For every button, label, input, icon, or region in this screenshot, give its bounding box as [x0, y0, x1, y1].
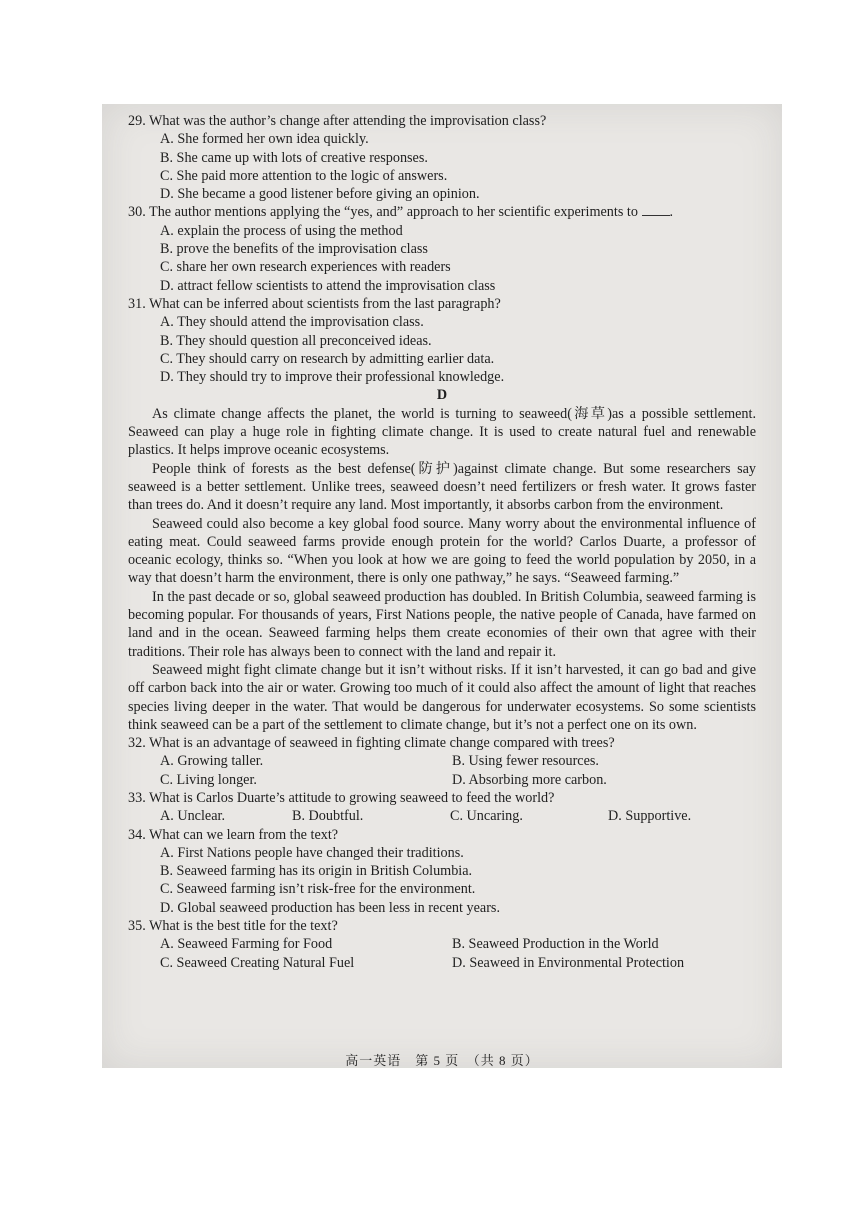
- question-stem: 32. What is an advantage of seaweed in fighting climate change compared with trees?: [128, 735, 615, 752]
- question-29: [128, 112, 756, 203]
- option-c: C. Living longer.: [160, 771, 257, 788]
- option-a: A. Seaweed Farming for Food: [160, 936, 333, 953]
- question-stem: 34. What can we learn from the text?: [128, 826, 339, 843]
- exam-page: [102, 104, 782, 1068]
- option-a: A. First Nations people have changed their traditions.: [160, 844, 464, 861]
- option-d: D. Seaweed in Environmental Protection: [452, 954, 685, 971]
- option-d: D. They should try to improve their professional knowledge.: [160, 369, 505, 386]
- passage: [128, 405, 756, 734]
- question-32: [128, 734, 756, 789]
- option-c: C. She paid more attention to the logic of answers.: [160, 167, 448, 184]
- page-footer: 高一英语 第 5 页 （共 8 页）: [345, 1053, 539, 1068]
- question-stem: 29. What was the author’s change after attending the improvisation class?: [128, 113, 547, 129]
- option-c: C. Seaweed farming isn’t risk-free for the environment.: [160, 881, 476, 898]
- option-b: B. prove the benefits of the improvisation class: [160, 241, 428, 258]
- option-b: B. They should question all preconceived ideas.: [160, 332, 432, 349]
- option-c: C. Seaweed Creating Natural Fuel: [160, 954, 355, 971]
- passage-paragraph-3: Seaweed could also become a key global food source. Many worry about the environmental influence of eating meat. Could seaweed farms provide enough protein for the world? Carlos Duarte, a professor of oceanic ecology, thinks so. “When you look at how we are going to feed the world population by 2050, in a way that doesn’t harm the environment, there is only one pathway,” he says. “Seaweed farming.”: [128, 515, 756, 587]
- options-row: [160, 807, 756, 825]
- question-33: [128, 789, 756, 826]
- question-stem-text: 30. The author mentions applying the “yes, and” approach to her scientific experiments to: [128, 204, 638, 221]
- question-stem: 30. The author mentions applying the “yes, and” approach to her scientific experiments to .: [128, 204, 674, 221]
- page-content: [128, 112, 756, 972]
- option-b: B. Seaweed Production in the World: [452, 936, 659, 953]
- question-stem: 31. What can be inferred about scientists from the last paragraph?: [128, 295, 501, 312]
- option-c: C. They should carry on research by admitting earlier data.: [160, 350, 495, 367]
- question-30: [128, 203, 756, 294]
- option-d: D. Global seaweed production has been less in recent years.: [160, 899, 500, 916]
- options-grid: [160, 752, 756, 789]
- question-34: [128, 826, 756, 917]
- option-d: D. attract fellow scientists to attend the improvisation class: [160, 277, 496, 294]
- passage-paragraph-4: In the past decade or so, global seaweed production has doubled. In British Columbia, seaweed farming is becoming popular. For thousands of years, First Nations people, the native people of Canada, have farmed on land and in the ocean. Seaweed farming helps them create economies of their own that agree with their traditions. Their role has always been to connect with the land and repair it.: [128, 588, 756, 660]
- options-grid: [160, 935, 756, 972]
- question-31: [128, 295, 756, 386]
- option-b: B. Using fewer resources.: [452, 753, 599, 770]
- question-35: [128, 917, 756, 972]
- option-b: B. She came up with lots of creative responses.: [160, 149, 428, 166]
- option-b: B. Doubtful.: [292, 808, 364, 825]
- question-stem: 33. What is Carlos Duarte’s attitude to growing seaweed to feed the world?: [128, 789, 555, 806]
- option-a: A. Unclear.: [160, 808, 225, 825]
- option-a: A. Growing taller.: [160, 753, 264, 770]
- question-stem: 35. What is the best title for the text?: [128, 918, 338, 935]
- passage-paragraph-2: People think of forests as the best defense(防护)against climate change. But some researchers say seaweed is a better settlement. Unlike trees, seaweed doesn’t need fertilizers or fresh water. It grows faster than trees do. And it doesn’t require any land. Most importantly, it absorbs carbon from the environment.: [128, 460, 756, 514]
- passage-paragraph-5: Seaweed might fight climate change but it isn’t without risks. If it isn’t harvested, it can go bad and give off carbon back into the air or water. Growing too much of it could also affect the amount of light that reaches species living deeper in the water. That would be dangerous for underwater ecosystems. So some scientists think seaweed can be a part of the settlement to climate change, but it’s not a perfect one on its own.: [128, 661, 756, 733]
- option-d: D. Absorbing more carbon.: [452, 771, 607, 788]
- option-b: B. Seaweed farming has its origin in British Columbia.: [160, 863, 473, 880]
- passage-paragraph-1: As climate change affects the planet, the world is turning to seaweed(海草)as a possible settlement. Seaweed can play a huge role in fighting climate change. It is used to create natural fuel and renewable plastics. It helps improve oceanic ecosystems.: [128, 405, 756, 459]
- option-a: A. She formed her own idea quickly.: [160, 131, 369, 148]
- option-a: A. explain the process of using the method: [160, 222, 403, 239]
- section-heading: D: [436, 387, 448, 404]
- option-c: C. Uncaring.: [450, 808, 523, 825]
- option-d: D. Supportive.: [608, 808, 692, 825]
- option-d: D. She became a good listener before giving an opinion.: [160, 186, 480, 203]
- answer-blank: [642, 203, 670, 216]
- option-c: C. share her own research experiences with readers: [160, 259, 451, 276]
- option-a: A. They should attend the improvisation class.: [160, 314, 424, 331]
